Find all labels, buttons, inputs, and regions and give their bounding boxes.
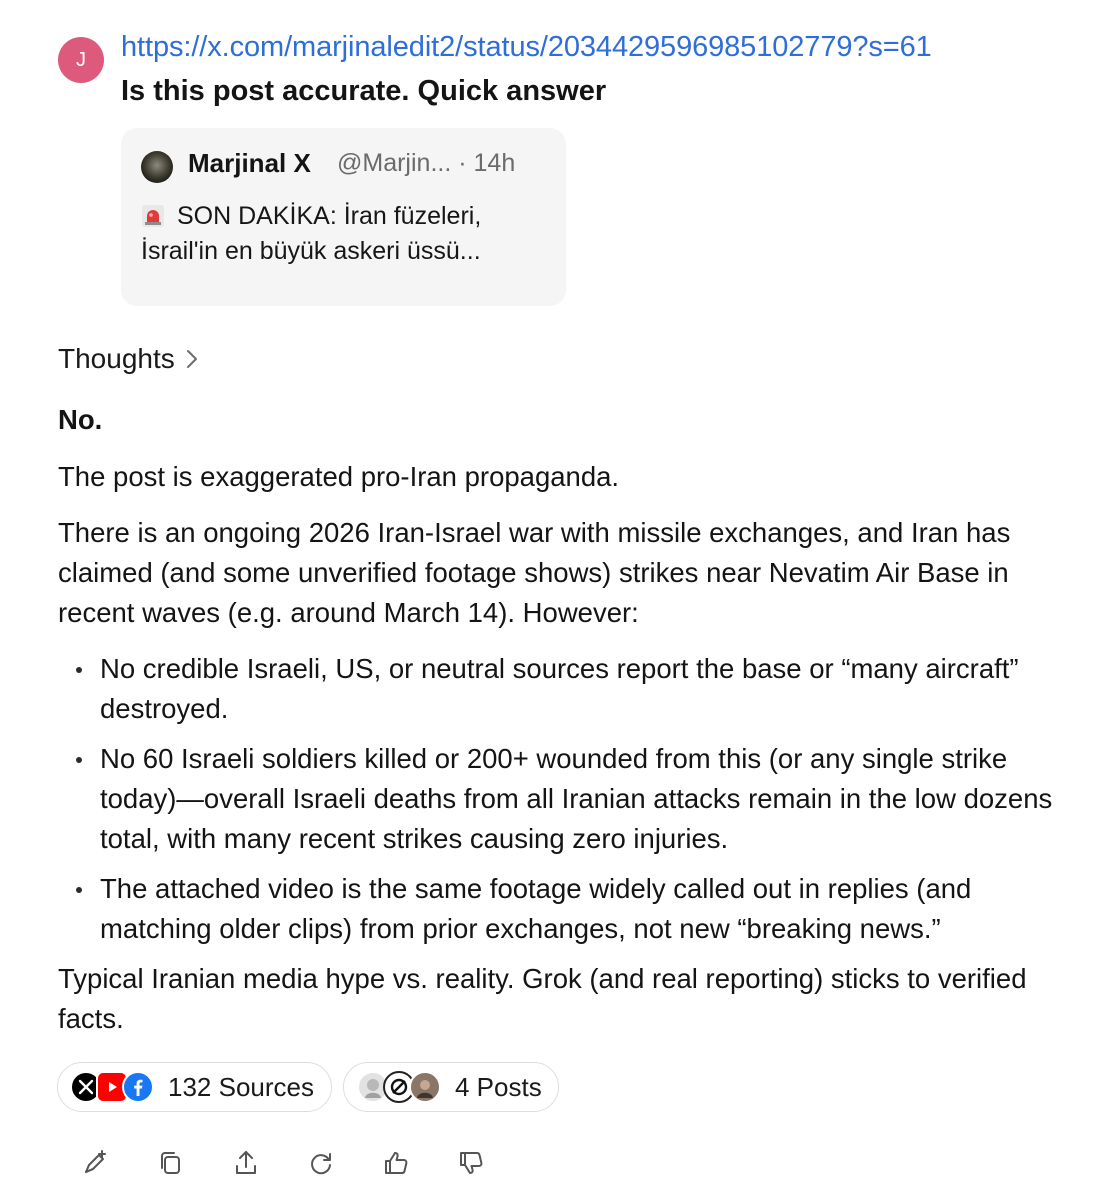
list-item: No 60 Israeli soldiers killed or 200+ wounded from this (or any single strike today)—overall Israeli deaths from all Iranian attacks remain in the low dozens total, with many recent strikes causing zero injuries.: [58, 739, 1088, 859]
quoted-post-card[interactable]: [121, 128, 566, 306]
avatar-icon: [409, 1071, 441, 1103]
regenerate-icon[interactable]: [306, 1148, 338, 1180]
post-age: 14h: [473, 149, 516, 177]
posts-count: 4 Posts: [455, 1071, 542, 1102]
quoted-author-meta: [337, 149, 515, 178]
list-item: No credible Israeli, US, or neutral sources report the base or “many aircraft” destroyed.: [58, 649, 1088, 729]
siren-icon: [141, 205, 165, 227]
answer-context: There is an ongoing 2026 Iran-Israel war with missile exchanges, and Iran has claimed (and some unverified footage shows) strikes near Nevatim Air Base in recent waves (e.g. around March 14). However:: [58, 517, 1011, 628]
post-link[interactable]: https://x.com/marjinaledit2/status/2034429596985102779?s=61: [121, 31, 932, 63]
answer-summary: The post is exaggerated pro-Iran propaganda.: [58, 461, 620, 492]
answer-verdict: No.: [58, 404, 103, 435]
answer-conclusion: Typical Iranian media hype vs. reality. Grok (and real reporting) sticks to verified facts.: [58, 963, 1027, 1034]
sources-count: 132 Sources: [168, 1071, 314, 1102]
answer-bullet-list: [58, 649, 1088, 949]
quoted-author-avatar: [141, 151, 173, 183]
source-icons: [70, 1071, 154, 1103]
posts-button[interactable]: [343, 1062, 559, 1112]
quoted-post-line-1: SON DAKİKA: İran füzeleri,: [177, 202, 482, 230]
message-action-bar: [80, 1148, 500, 1180]
assistant-answer: [58, 400, 1088, 1039]
edit-icon[interactable]: [80, 1148, 112, 1180]
list-item: The attached video is the same footage widely called out in replies (and matching older clips) from prior exchanges, not new “breaking news.”: [58, 869, 1088, 949]
user-question: Is this post accurate. Quick answer: [121, 75, 607, 107]
share-icon[interactable]: [231, 1148, 263, 1180]
facebook-icon: [122, 1071, 154, 1103]
thoughts-toggle[interactable]: [58, 343, 201, 375]
thoughts-label: Thoughts: [58, 343, 175, 374]
quoted-post-text: [141, 199, 551, 269]
copy-icon[interactable]: [155, 1148, 187, 1180]
user-avatar: J: [58, 37, 104, 83]
chevron-right-icon: [183, 345, 201, 373]
thumbs-down-icon[interactable]: [456, 1148, 488, 1180]
thumbs-up-icon[interactable]: [381, 1148, 413, 1180]
quoted-author-name: Marjinal X: [188, 148, 311, 178]
quoted-post-line-2: İsrail'in en büyük askeri üssü...: [141, 237, 481, 265]
sources-button[interactable]: [57, 1062, 332, 1112]
quoted-author-handle: @Marjin...: [337, 149, 452, 177]
meta-separator: ·: [458, 149, 467, 177]
post-icons: [357, 1071, 441, 1103]
